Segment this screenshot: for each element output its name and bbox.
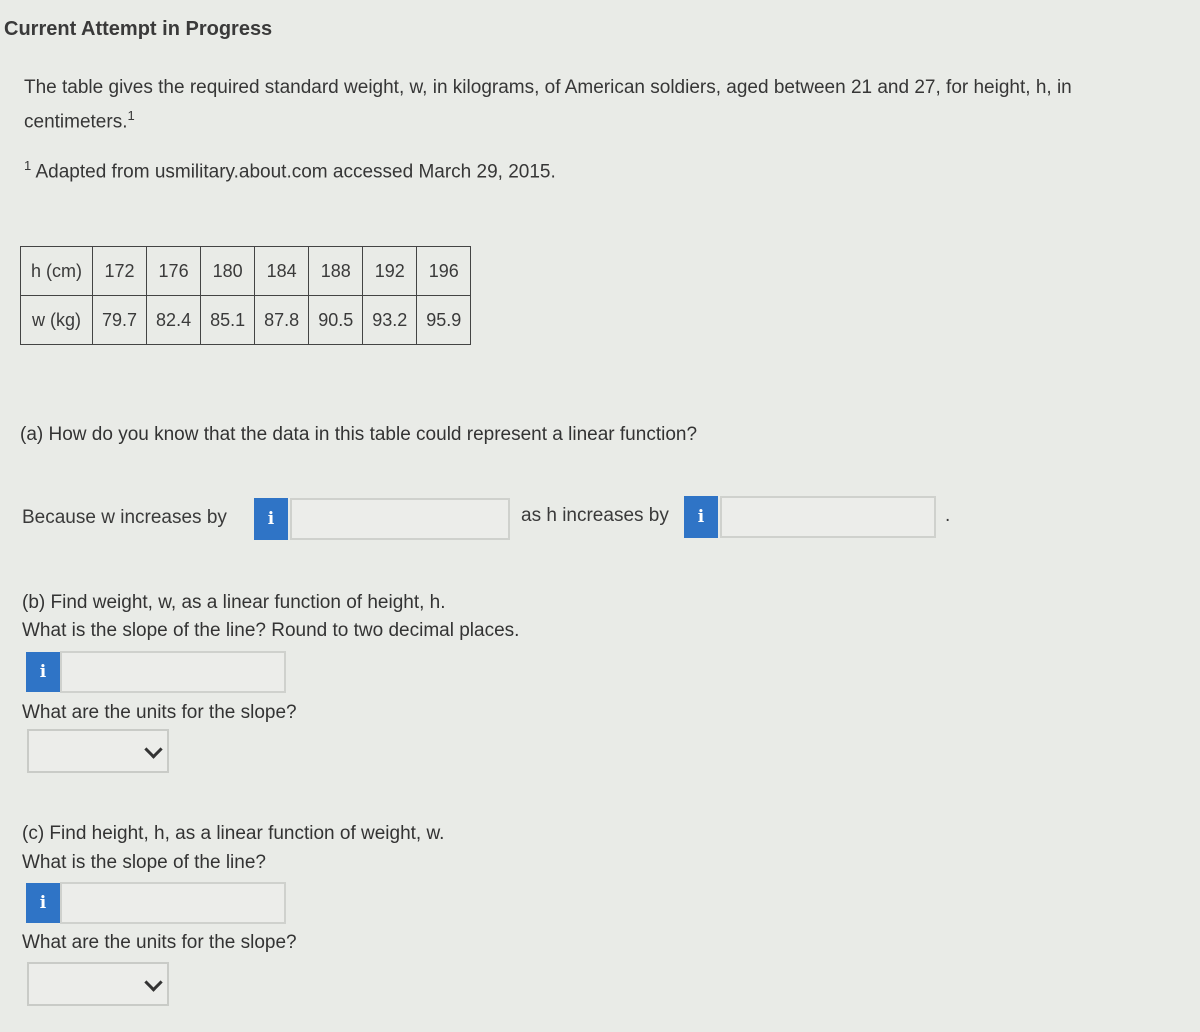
part-c-question: (c) Find height, h, as a linear function of weight, w. bbox=[22, 823, 445, 844]
problem-text: The table gives the required standard weight, w, in kilograms, of American soldiers, aged between 21 and 27, for height, h, in centimeters. bbox=[24, 77, 1072, 133]
table-cell: 90.5 bbox=[309, 296, 363, 345]
data-table bbox=[20, 246, 471, 345]
trailing-period: . bbox=[945, 505, 951, 526]
table-row-weight bbox=[21, 296, 471, 345]
part-c-units-question: What are the units for the slope? bbox=[22, 932, 297, 953]
part-b-slope-question: What is the slope of the line? Round to two decimal places. bbox=[22, 620, 520, 641]
table-cell: 188 bbox=[309, 247, 363, 296]
part-c-slope-field[interactable] bbox=[60, 882, 286, 924]
table-cell: 184 bbox=[255, 247, 309, 296]
table-cell: 93.2 bbox=[363, 296, 417, 345]
table-cell: 87.8 bbox=[255, 296, 309, 345]
footnote-text: Adapted from usmilitary.about.com accessed March 29, 2015. bbox=[35, 161, 556, 183]
problem-statement bbox=[24, 74, 1174, 136]
part-c-units-dropdown[interactable] bbox=[27, 962, 169, 1006]
chevron-down-icon bbox=[144, 740, 162, 758]
footnote bbox=[24, 158, 556, 183]
part-b-question: (b) Find weight, w, as a linear function of height, h. bbox=[22, 592, 446, 613]
part-c-slope-input[interactable] bbox=[62, 884, 284, 922]
h-increase-field[interactable] bbox=[720, 496, 936, 538]
table-cell: 196 bbox=[417, 247, 471, 296]
part-b-units-dropdown[interactable] bbox=[27, 729, 169, 773]
part-b-units-question: What are the units for the slope? bbox=[22, 702, 297, 723]
w-increase-field[interactable] bbox=[290, 498, 510, 540]
info-icon[interactable]: i bbox=[26, 652, 60, 692]
table-cell: 79.7 bbox=[93, 296, 147, 345]
footnote-ref: 1 bbox=[127, 108, 135, 123]
part-a-label-before: Because w increases by bbox=[22, 507, 227, 528]
row-header-h: h (cm) bbox=[21, 247, 93, 296]
chevron-down-icon bbox=[144, 973, 162, 991]
part-c-slope-question: What is the slope of the line? bbox=[22, 852, 266, 873]
part-a-question: (a) How do you know that the data in this table could represent a linear function? bbox=[20, 424, 698, 445]
table-cell: 82.4 bbox=[147, 296, 201, 345]
table-cell: 176 bbox=[147, 247, 201, 296]
page-title: Current Attempt in Progress bbox=[4, 18, 273, 40]
h-increase-input[interactable] bbox=[722, 498, 934, 536]
info-icon[interactable]: i bbox=[26, 883, 60, 923]
part-b-slope-field[interactable] bbox=[60, 651, 286, 693]
info-icon[interactable]: i bbox=[254, 498, 288, 540]
table-cell: 95.9 bbox=[417, 296, 471, 345]
part-b-slope-input[interactable] bbox=[62, 653, 284, 691]
table-cell: 192 bbox=[363, 247, 417, 296]
footnote-marker: 1 bbox=[24, 158, 32, 173]
table-cell: 180 bbox=[201, 247, 255, 296]
table-cell: 172 bbox=[93, 247, 147, 296]
w-increase-input[interactable] bbox=[292, 500, 508, 538]
info-icon[interactable]: i bbox=[684, 496, 718, 538]
table-cell: 85.1 bbox=[201, 296, 255, 345]
table-row-height bbox=[21, 247, 471, 296]
row-header-w: w (kg) bbox=[21, 296, 93, 345]
part-a-label-middle: as h increases by bbox=[521, 505, 669, 526]
